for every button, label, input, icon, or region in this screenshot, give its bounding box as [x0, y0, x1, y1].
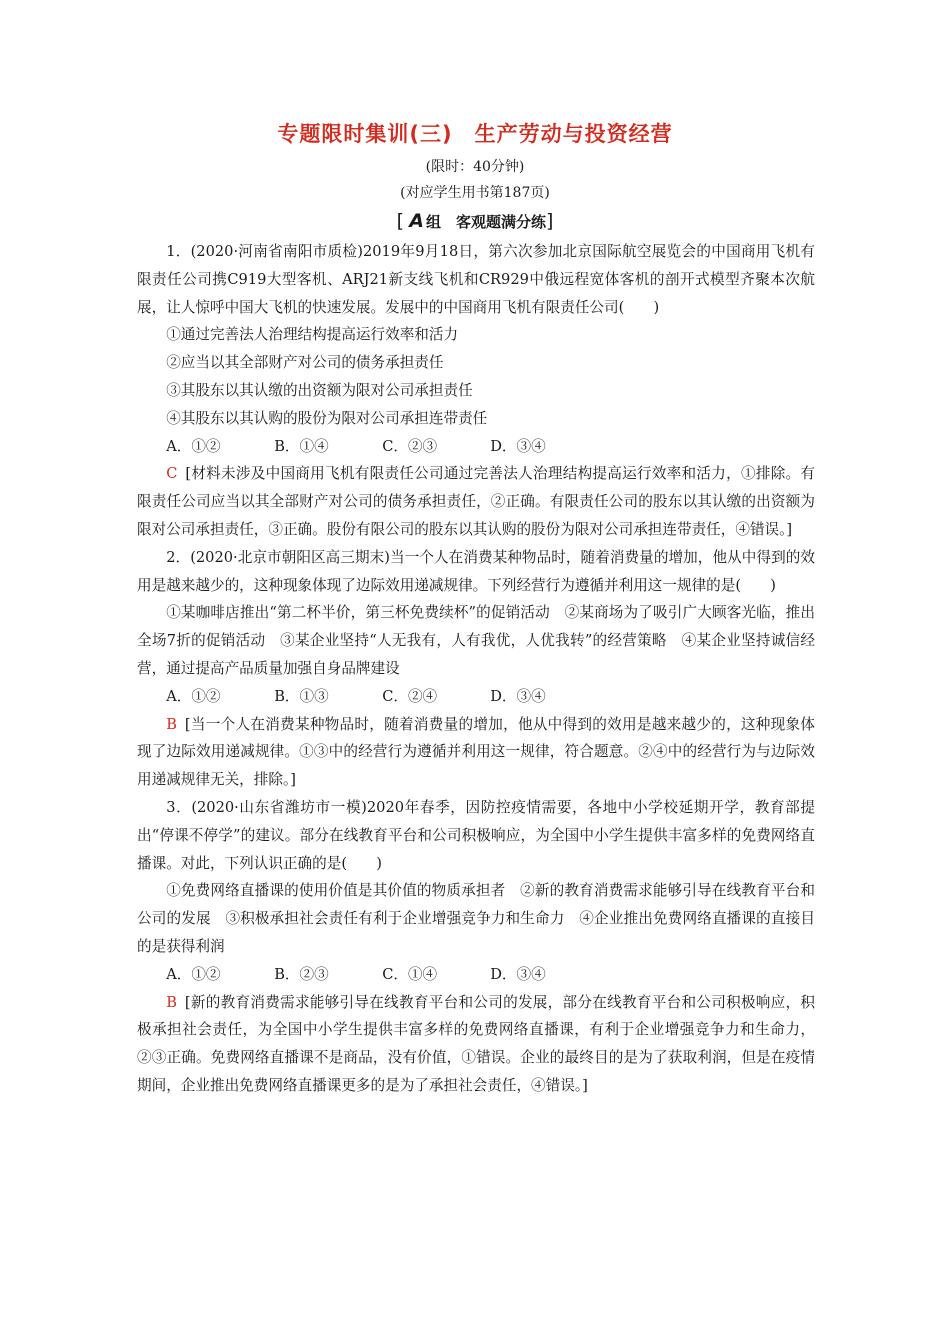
group-heading: [ A 组 客观题满分练]	[396, 210, 554, 232]
choice-c: C．①④	[382, 965, 438, 983]
choice-d: D．③④	[490, 687, 546, 705]
question-1-stem: 1．(2020·河南省南阳市质检)2019年9月18日，第六次参加北京国际航空展览会的中国商用飞机有限责任公司携C919大型客机、ARJ21新支线飞机和CR929中俄远程宽体客机的剖开式模型齐聚本次航展，让人惊呼中国大飞机的快速发展。发展中的中国商用飞机有限责任公司( )	[137, 243, 815, 316]
question-1-option: ①通过完善法人治理结构提高运行效率和活力	[166, 326, 459, 344]
group-text: 组 客观题满分练	[425, 213, 546, 231]
question-2-answer	[137, 711, 815, 794]
choice-b: B．①④	[274, 437, 329, 455]
answer-letter: B	[166, 715, 177, 733]
question-1-option: ②应当以其全部财产对公司的债务承担责任	[166, 354, 444, 372]
question-3-answer	[137, 989, 815, 1100]
answer-letter: C	[166, 465, 178, 483]
choice-a: A．①②	[166, 965, 221, 983]
question-2-stem: 2．(2020·北京市朝阳区高三期末)当一个人在消费某种物品时，随着消费量的增加，他从中得到的效用是越来越少的，这种现象体现了边际效用递减规律。下列经营行为遵循并利用这一规律的是( )	[137, 548, 815, 594]
question-3-stem: 3．(2020·山东省潍坊市一模)2020年春季，因防控疫情需要，各地中小学校延期开学，教育部提出“停课不停学”的建议。部分在线教育平台和公司积极响应，为全国中小学生提供丰富多样的免费网络直播课。对此，下列认识正确的是( )	[137, 798, 815, 872]
question-3-choices	[137, 961, 815, 989]
choice-d: D．③④	[490, 437, 546, 455]
page-title	[0, 118, 950, 148]
answer-letter: B	[166, 993, 177, 1011]
title-topic: 生产劳动与投资经营	[474, 122, 673, 146]
answer-explanation: [材料未涉及中国商用飞机有限责任公司通过完善法人治理结构提高运行效率和活力，①排除。有限责任公司应当以其全部财产对公司的债务承担责任，②正确。有限责任公司的股东以其认缴的出资额为限对公司承担责任，③正确。股份有限公司的股东以其认购的股份为限对公司承担连带责任，④错误。]	[137, 465, 815, 538]
question-1-option: ④其股东以其认购的股份为限对公司承担连带责任	[166, 409, 488, 427]
question-2-options: ①某咖啡店推出“第二杯半价，第三杯免费续杯”的促销活动 ②某商场为了吸引广大顾客光临，推出全场7折的促销活动 ③某企业坚持“人无我有，人有我优，人优我转”的经营策略 ④某企业坚持诚信经营，通过提高产品质量加强自身品牌建设	[137, 604, 815, 677]
question-2-choices	[137, 683, 815, 711]
book-reference: (对应学生用书第187页)	[400, 185, 550, 201]
choice-b: B．②③	[274, 965, 329, 983]
choice-c: C．②④	[382, 687, 438, 705]
question-1-choices	[137, 433, 815, 461]
question-1-option: ③其股东以其认缴的出资额为限对公司承担责任	[166, 381, 473, 399]
choice-a: A．①②	[166, 437, 221, 455]
answer-explanation: [新的教育消费需求能够引导在线教育平台和公司的发展，部分在线教育平台和公司积极响应，积极承担社会责任，为全国中小学生提供丰富多样的免费网络直播课，有利于企业增强竞争力和生命力，②③正确。免费网络直播课不是商品，没有价值，①错误。企业的最终目的是为了获取利润，但是在疫情期间，企业推出免费网络直播课更多的是为了承担社会责任，④错误。]	[137, 993, 815, 1094]
time-limit: (限时：40分钟)	[425, 159, 525, 175]
choice-d: D．③④	[490, 965, 546, 983]
question-3-options: ①免费网络直播课的使用价值是其价值的物质承担者 ②新的教育消费需求能够引导在线教育平台和公司的发展 ③积极承担社会责任有利于企业增强竞争力和生命力 ④企业推出免费网络直播课的直接目的是获得利润	[137, 882, 815, 955]
title-series: 专题限时集训(三)	[277, 122, 453, 146]
choice-b: B．①③	[274, 687, 329, 705]
question-list	[137, 238, 815, 1100]
group-letter: A	[409, 210, 424, 232]
question-1-answer	[137, 460, 815, 543]
answer-explanation: [当一个人在消费某种物品时，随着消费量的增加，他从中得到的效用是越来越少的，这种现象体现了边际效用递减规律。①③中的经营行为遵循并利用这一规律，符合题意。②④中的经营行为与边际效用递减规律无关，排除。]	[137, 715, 815, 789]
choice-a: A．①②	[166, 687, 221, 705]
choice-c: C．②③	[382, 437, 438, 455]
